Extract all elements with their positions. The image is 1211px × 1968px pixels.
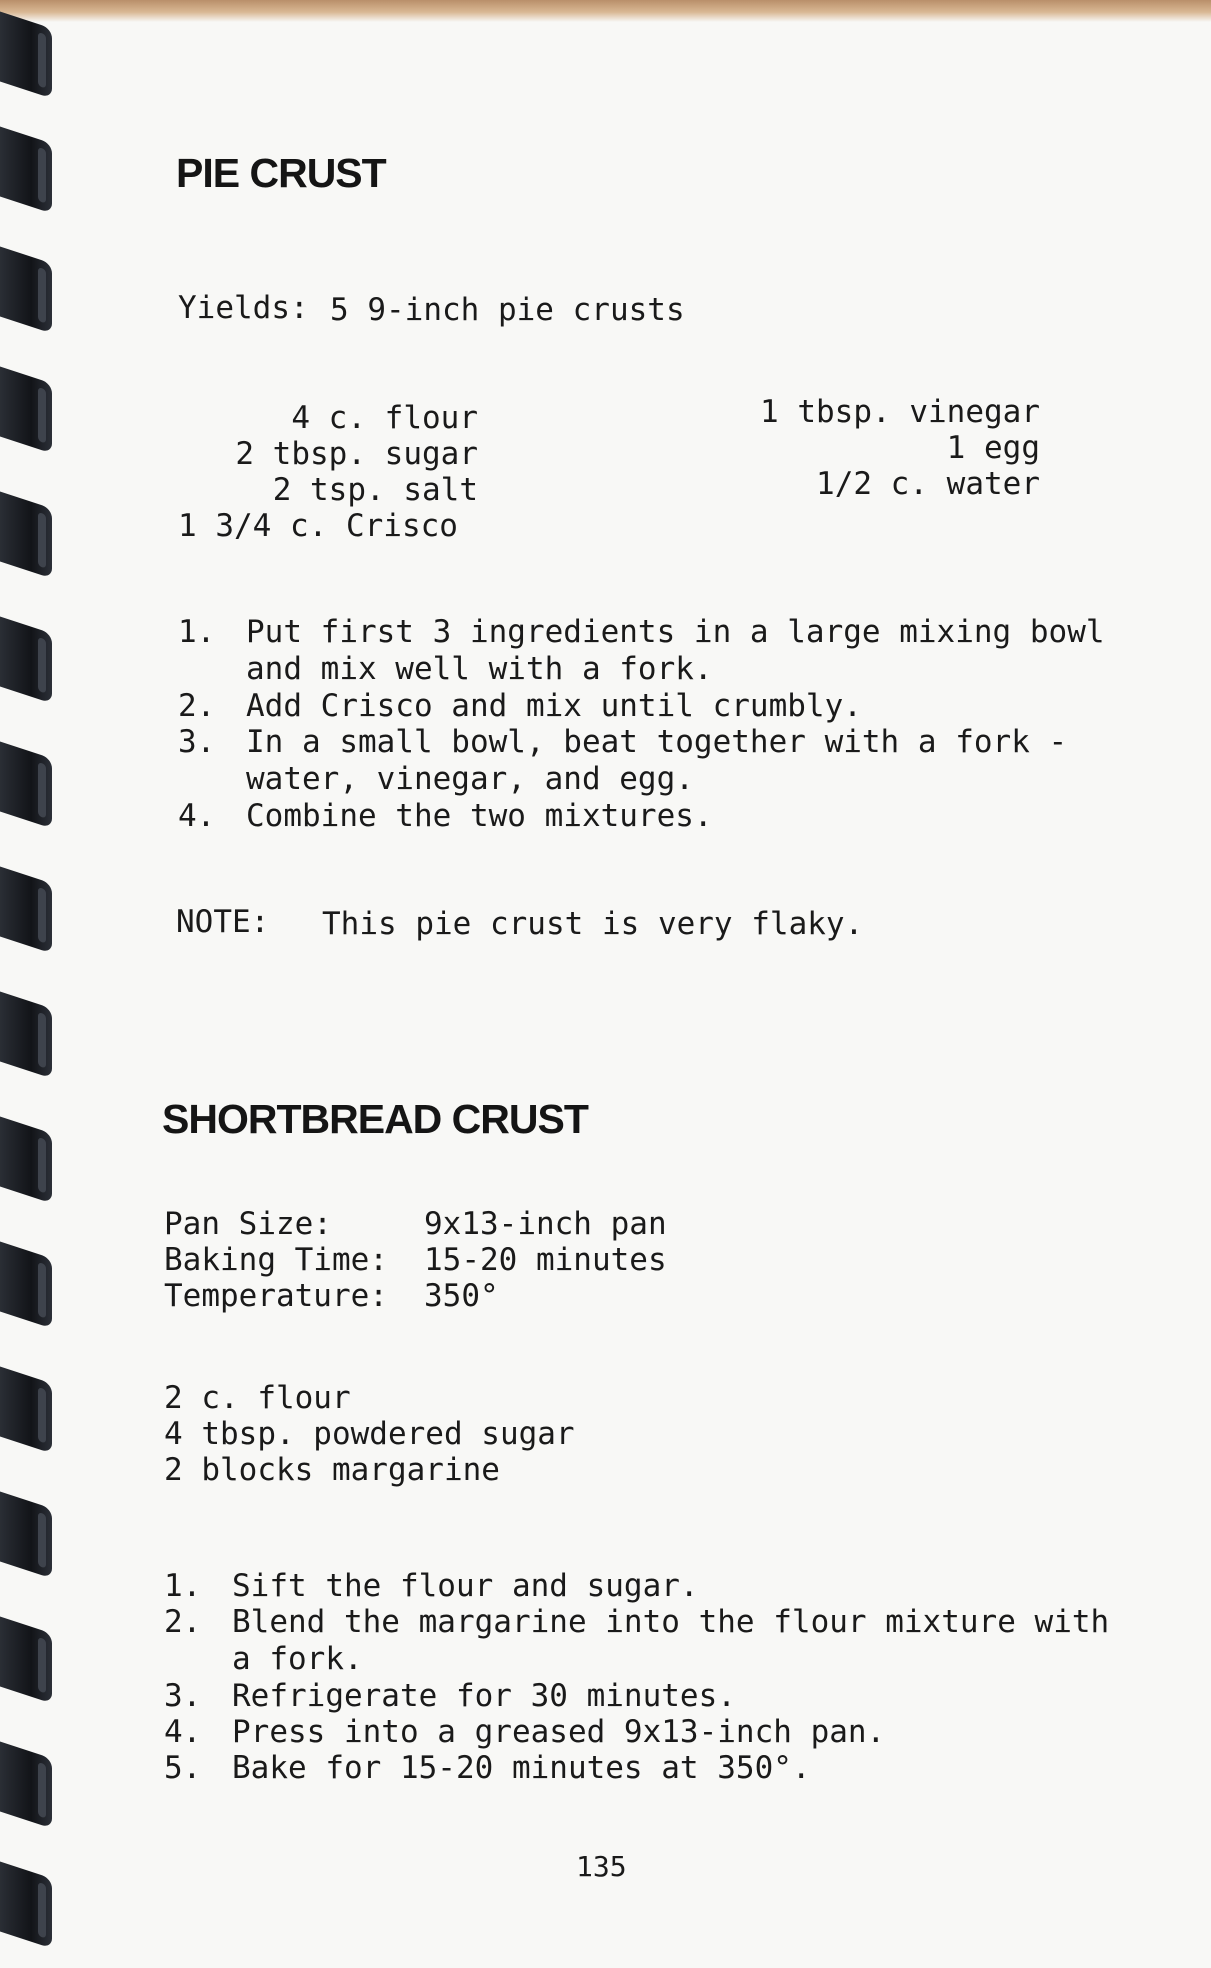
- pie-ingredient: 2 tsp. salt: [272, 472, 478, 508]
- pie-ingredient: 1 tbsp. vinegar: [760, 394, 1040, 430]
- step-text: In a small bowl, beat together with a fork - water, vinegar, and egg.: [246, 724, 1086, 797]
- binding-ring: [0, 492, 52, 579]
- step-text: Add Crisco and mix until crumbly.: [246, 688, 862, 724]
- page-number: 135: [576, 1850, 627, 1883]
- pie-ingredient: 1 3/4 c. Crisco: [178, 508, 458, 544]
- shortbread-ingredient: 4 tbsp. powdered sugar: [164, 1416, 575, 1452]
- yields-label: Yields:: [178, 290, 309, 326]
- pie-ingredient: 2 tbsp. sugar: [235, 436, 478, 472]
- yields-value: 5 9-inch pie crusts: [330, 292, 685, 328]
- pie-ingredient: 1/2 c. water: [816, 466, 1040, 502]
- step-number: 4.: [178, 798, 216, 834]
- detail-value: 15-20 minutes: [424, 1242, 667, 1278]
- step-text: Press into a greased 9x13-inch pan.: [232, 1714, 886, 1750]
- step-number: 2.: [178, 688, 216, 724]
- binding-ring: [0, 992, 52, 1079]
- step-text: Blend the margarine into the flour mixture with a fork.: [232, 1604, 1128, 1677]
- step-text: Bake for 15-20 minutes at 350°.: [232, 1750, 811, 1786]
- step-text: Put first 3 ingredients in a large mixing bowl and mix well with a fork.: [246, 614, 1124, 687]
- step-number: 2.: [164, 1604, 202, 1640]
- step-number: 1.: [164, 1568, 202, 1604]
- step-text: Refrigerate for 30 minutes.: [232, 1678, 736, 1714]
- binding-ring: [0, 1117, 52, 1204]
- spiral-binding: [0, 0, 60, 1968]
- step-number: 3.: [178, 724, 216, 760]
- step-number: 4.: [164, 1714, 202, 1750]
- recipe-title-pie-crust: PIE CRUST: [176, 150, 386, 196]
- binding-ring: [0, 1862, 52, 1949]
- step-number: 3.: [164, 1678, 202, 1714]
- binding-ring: [0, 127, 52, 214]
- step-number: 1.: [178, 614, 216, 650]
- recipe-title-shortbread-crust: SHORTBREAD CRUST: [162, 1096, 588, 1142]
- note-label: NOTE:: [176, 904, 270, 940]
- binding-ring: [0, 1492, 52, 1579]
- binding-ring: [0, 742, 52, 829]
- binding-ring: [0, 1617, 52, 1704]
- detail-value: 9x13-inch pan: [424, 1206, 667, 1242]
- binding-ring: [0, 867, 52, 954]
- note-text: This pie crust is very flaky.: [322, 906, 864, 942]
- detail-label: Baking Time:: [164, 1242, 388, 1278]
- binding-ring: [0, 617, 52, 704]
- binding-ring: [0, 1367, 52, 1454]
- pie-ingredient: 4 c. flour: [291, 400, 478, 436]
- step-text: Combine the two mixtures.: [246, 798, 713, 834]
- shortbread-ingredient: 2 blocks margarine: [164, 1452, 500, 1488]
- step-number: 5.: [164, 1750, 202, 1786]
- binding-ring: [0, 367, 52, 454]
- detail-label: Temperature:: [164, 1278, 388, 1314]
- binding-ring: [0, 247, 52, 334]
- binding-ring: [0, 1742, 52, 1829]
- binding-ring: [0, 1242, 52, 1329]
- detail-value: 350°: [424, 1278, 499, 1314]
- pie-ingredient: 1 egg: [946, 430, 1040, 466]
- detail-label: Pan Size:: [164, 1206, 332, 1242]
- shortbread-ingredient: 2 c. flour: [164, 1380, 351, 1416]
- page-top-edge: [0, 0, 1211, 22]
- step-text: Sift the flour and sugar.: [232, 1568, 699, 1604]
- binding-ring: [0, 12, 52, 99]
